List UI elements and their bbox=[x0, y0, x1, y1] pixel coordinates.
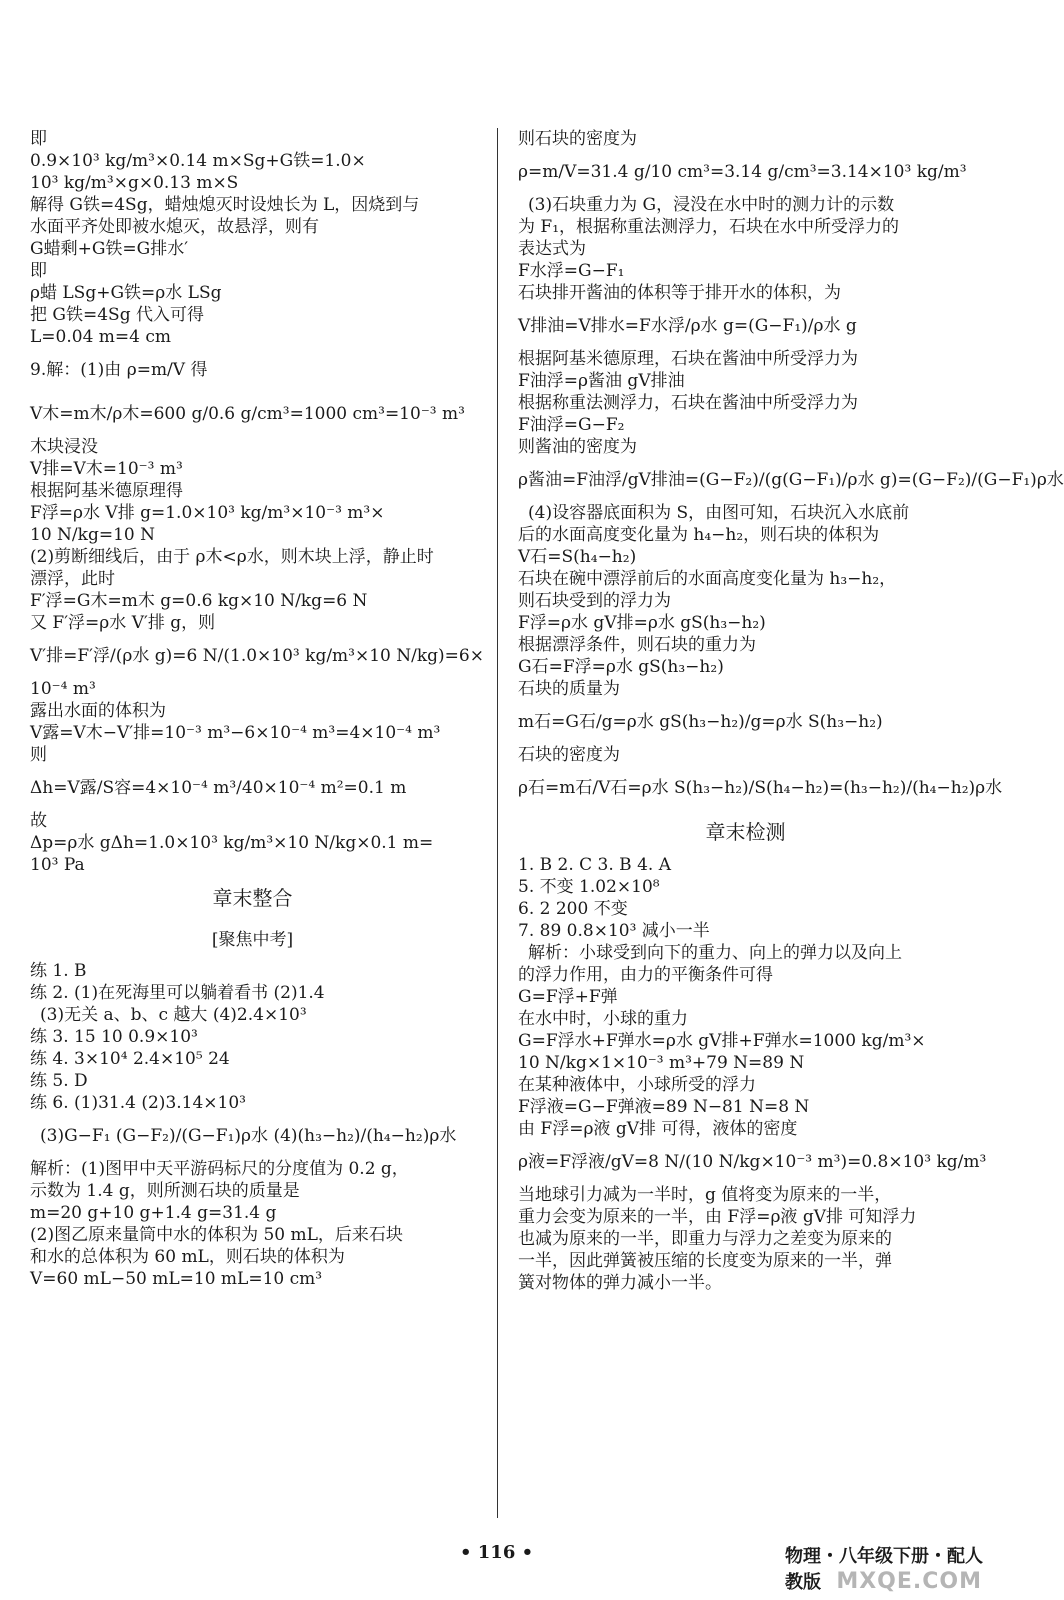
text-line: m=20 g+10 g+1.4 g=31.4 g bbox=[30, 1203, 277, 1223]
text-line: 簧对物体的弹力减小一半。 bbox=[518, 1273, 722, 1293]
text-line: 又 F′浮=ρ水 V′排 g，则 bbox=[30, 613, 216, 633]
text-line: ρ石=m石/V石=ρ水 S(h₃−h₂)/S(h₄−h₂)=(h₃−h₂)/(h₄−h₂)ρ水 bbox=[518, 778, 1003, 798]
text-line: 在水中时，小球的重力 bbox=[518, 1009, 688, 1029]
text-line: 练 1. B bbox=[30, 961, 87, 981]
text-line: 5. 不变 1.02×10⁸ bbox=[518, 877, 660, 897]
text-line: 0.9×10³ kg/m³×0.14 m×Sg+G铁=1.0× bbox=[30, 151, 366, 171]
text-line: 10⁻⁴ m³ bbox=[30, 679, 96, 699]
text-line: F油浮=G−F₂ bbox=[518, 415, 625, 435]
text-line: (3)石块重力为 G，浸没在水中时的测力计的示数 bbox=[528, 195, 895, 215]
text-line: 解得 G铁=4Sg，蜡烛熄灭时设烛长为 L，因烧到与 bbox=[30, 195, 420, 215]
text-line: 重力会变为原来的一半，由 F浮=ρ液 gV排 可知浮力 bbox=[518, 1207, 917, 1227]
text-line: 石块在碗中漂浮前后的水面高度变化量为 h₃−h₂， bbox=[518, 569, 897, 589]
text-line: V′排=F′浮/(ρ水 g)=6 N/(1.0×10³ kg/m³×10 N/kg)=6× bbox=[30, 646, 484, 666]
text-line: 则 bbox=[30, 745, 47, 765]
text-line: F′浮=G木=m木 g=0.6 kg×10 N/kg=6 N bbox=[30, 591, 368, 611]
text-line: 为 F₁，根据称重法测浮力，石块在水中所受浮力的 bbox=[518, 217, 900, 237]
text-line: 把 G铁=4Sg 代入可得 bbox=[30, 305, 204, 325]
text-line: 6. 2 200 不变 bbox=[518, 899, 628, 919]
text-line: 根据称重法测浮力，石块在酱油中所受浮力为 bbox=[518, 393, 858, 413]
section-subtitle-jujiao-zhongkao: [聚焦中考] bbox=[211, 930, 294, 950]
text-line: 7. 89 0.8×10³ 减小一半 bbox=[518, 921, 710, 941]
right-text-block bbox=[518, 128, 1064, 810]
text-line: F浮=ρ水 V排 g=1.0×10³ kg/m³×10⁻³ m³× bbox=[30, 503, 385, 523]
text-line: m石=G石/g=ρ水 gS(h₃−h₂)/g=ρ水 S(h₃−h₂) bbox=[518, 712, 883, 732]
text-line: Δh=V露/S容=4×10⁻⁴ m³/40×10⁻⁴ m²=0.1 m bbox=[30, 778, 407, 798]
text-line: 石块的质量为 bbox=[518, 679, 620, 699]
text-line: 练 4. 3×10⁴ 2.4×10⁵ 24 bbox=[30, 1049, 230, 1069]
column-divider bbox=[497, 128, 498, 1518]
text-line: (3)无关 a、b、c 越大 (4)2.4×10³ bbox=[40, 1005, 307, 1025]
text-line: G石=F浮=ρ水 gS(h₃−h₂) bbox=[518, 657, 724, 677]
text-line: G蜡剩+G铁=G排水′ bbox=[30, 239, 189, 259]
text-line: 练 6. (1)31.4 (2)3.14×10³ bbox=[30, 1093, 246, 1113]
text-line: 也减为原来的一半，即重力与浮力之差变为原来的 bbox=[518, 1229, 892, 1249]
text-line: V排油=V排水=F水浮/ρ水 g=(G−F₁)/ρ水 g bbox=[518, 316, 857, 336]
section-title-zhangmo-zhenghe: 章末整合 bbox=[212, 886, 293, 910]
text-line: F油浮=ρ酱油 gV排油 bbox=[518, 371, 685, 391]
text-line: 根据漂浮条件，则石块的重力为 bbox=[518, 635, 756, 655]
text-line: 10³ Pa bbox=[30, 855, 85, 875]
text-line: (3)G−F₁ (G−F₂)/(G−F₁)ρ水 (4)(h₃−h₂)/(h₄−h₂)ρ水 bbox=[40, 1126, 457, 1146]
text-line: 由 F浮=ρ液 gV排 可得，液体的密度 bbox=[518, 1119, 798, 1139]
text-line: 示数为 1.4 g，则所测石块的质量是 bbox=[30, 1181, 300, 1201]
text-line: 10 N/kg×1×10⁻³ m³+79 N=89 N bbox=[518, 1053, 805, 1073]
text-line: 漂浮，此时 bbox=[30, 569, 115, 589]
text-line: 练 2. (1)在死海里可以躺着看书 (2)1.4 bbox=[30, 983, 325, 1003]
text-line: F水浮=G−F₁ bbox=[518, 261, 625, 281]
text-line: 露出水面的体积为 bbox=[30, 701, 166, 721]
text-line: 练 3. 15 10 0.9×10³ bbox=[30, 1027, 198, 1047]
text-line: 和水的总体积为 60 mL，则石块的体积为 bbox=[30, 1247, 345, 1267]
text-line: 解析：小球受到向下的重力、向上的弹力以及向上 bbox=[528, 943, 902, 963]
text-line: 后的水面高度变化量为 h₄−h₂，则石块的体积为 bbox=[518, 525, 880, 545]
text-line: (2)剪断细线后，由于 ρ木<ρ水，则木块上浮，静止时 bbox=[30, 547, 434, 567]
text-line: 故 bbox=[30, 811, 47, 831]
text-line: 石块的密度为 bbox=[518, 745, 620, 765]
text-line: G=F浮水+F弹水=ρ水 gV排+F弹水=1000 kg/m³× bbox=[518, 1031, 926, 1051]
text-line: V木=m木/ρ木=600 g/0.6 g/cm³=1000 cm³=10⁻³ m³ bbox=[30, 404, 465, 424]
text-line: V=60 mL−50 mL=10 mL=10 cm³ bbox=[30, 1269, 323, 1289]
text-line: 木块浸没 bbox=[30, 437, 98, 457]
text-line: V露=V木−V′排=10⁻³ m³−6×10⁻⁴ m³=4×10⁻⁴ m³ bbox=[30, 723, 441, 743]
text-line: 10³ kg/m³×g×0.13 m×S bbox=[30, 173, 239, 193]
text-line: 在某种液体中，小球所受的浮力 bbox=[518, 1075, 756, 1095]
text-line: 10 N/kg=10 N bbox=[30, 525, 155, 545]
text-line: L=0.04 m=4 cm bbox=[30, 327, 172, 347]
text-line: 则酱油的密度为 bbox=[518, 437, 637, 457]
text-line: 水面平齐处即被水熄灭，故悬浮，则有 bbox=[30, 217, 319, 237]
text-line: 表达式为 bbox=[518, 239, 586, 259]
text-line: 练 5. D bbox=[30, 1071, 88, 1091]
left-text-block bbox=[30, 128, 484, 876]
text-line: F浮=ρ水 gV排=ρ水 gS(h₃−h₂) bbox=[518, 613, 766, 633]
text-line: 1. B 2. C 3. B 4. A bbox=[518, 855, 671, 875]
text-line: (4)设容器底面积为 S，由图可知，石块沉入水底前 bbox=[528, 503, 910, 523]
text-line: Δp=ρ水 gΔh=1.0×10³ kg/m³×10 N/kg×0.1 m= bbox=[30, 833, 434, 853]
text-line: 根据阿基米德原理得 bbox=[30, 481, 183, 501]
text-line: V石=S(h₄−h₂) bbox=[518, 547, 637, 567]
text-line: ρ蜡 LSg+G铁=ρ水 LSg bbox=[30, 283, 222, 303]
text-line: F浮液=G−F弹液=89 N−81 N=8 N bbox=[518, 1097, 810, 1117]
book-label: 物理・八年级下册・配人教版 bbox=[785, 1546, 983, 1593]
text-line: (2)图乙原来量筒中水的体积为 50 mL，后来石块 bbox=[30, 1225, 403, 1245]
text-line: 则石块受到的浮力为 bbox=[518, 591, 671, 611]
text-line: 9.解：(1)由 ρ=m/V 得 bbox=[30, 360, 208, 380]
left-column bbox=[30, 128, 484, 1290]
text-line: 一半，因此弹簧被压缩的长度变为原来的一半，弹 bbox=[518, 1251, 892, 1271]
right-column bbox=[518, 128, 1064, 1294]
text-line: 的浮力作用，由力的平衡条件可得 bbox=[518, 965, 773, 985]
page-number: • 116 • bbox=[460, 1542, 534, 1563]
text-line: ρ液=F浮液/gV=8 N/(10 N/kg×10⁻³ m³)=0.8×10³ kg/m³ bbox=[518, 1152, 987, 1172]
text-line: 解析：(1)图甲中天平游码标尺的分度值为 0.2 g， bbox=[30, 1159, 409, 1179]
text-line: 即 bbox=[30, 129, 47, 149]
text-line: 即 bbox=[30, 261, 47, 281]
left-answers-block bbox=[30, 960, 475, 1290]
text-line: 根据阿基米德原理，石块在酱油中所受浮力为 bbox=[518, 349, 858, 369]
text-line: ρ酱油=F油浮/gV排油=(G−F₂)/(g(G−F₁)/ρ水 g)=(G−F₂)/(G−F₁)ρ水 bbox=[518, 470, 1064, 490]
text-line: V排=V木=10⁻³ m³ bbox=[30, 459, 183, 479]
section-title-zhangmo-jiance: 章末检测 bbox=[705, 820, 786, 844]
right-answers-block bbox=[518, 854, 987, 1294]
text-line: 当地球引力减为一半时，g 值将变为原来的一半， bbox=[518, 1185, 892, 1205]
text-line: 则石块的密度为 bbox=[518, 129, 637, 149]
text-line: ρ=m/V=31.4 g/10 cm³=3.14 g/cm³=3.14×10³ kg/m³ bbox=[518, 162, 967, 182]
text-line: G=F浮+F弹 bbox=[518, 987, 618, 1007]
text-line: 石块排开酱油的体积等于排开水的体积，为 bbox=[518, 283, 841, 303]
watermark-logo: MXQE.COM bbox=[836, 1569, 982, 1594]
